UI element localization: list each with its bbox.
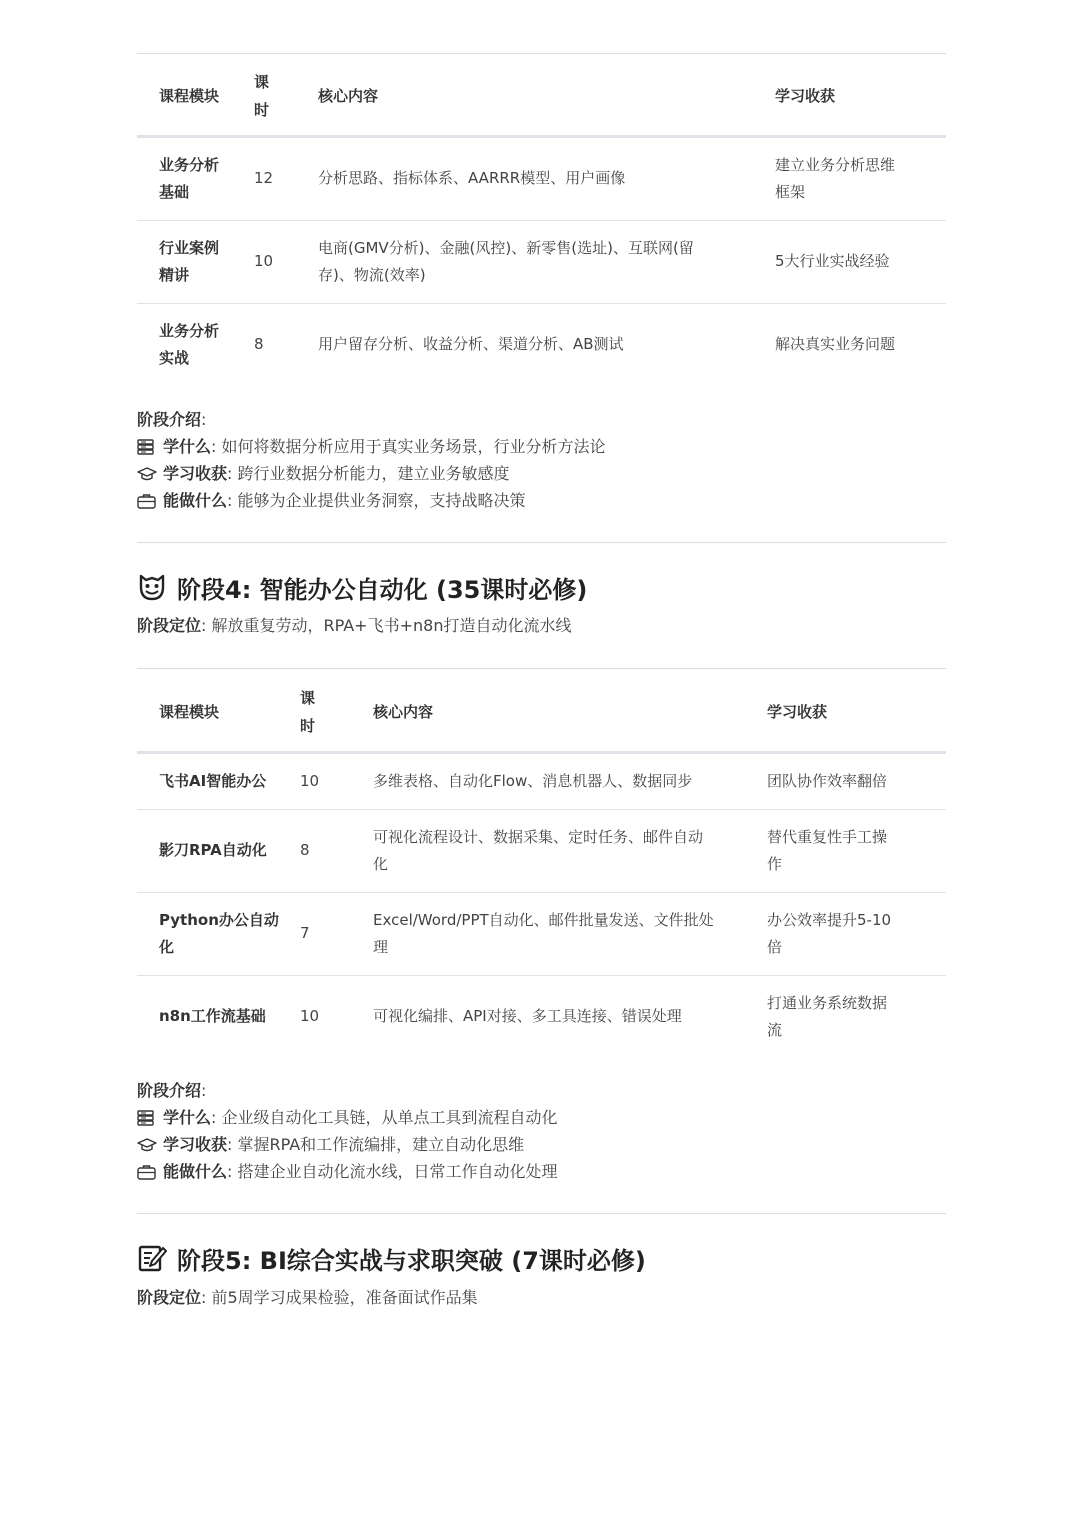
course-table-2	[137, 674, 946, 1058]
cell-gain: 替代重复性手工操 作	[767, 809, 946, 892]
graduation-cap-icon	[137, 465, 159, 483]
cell-module: 业务分析 基础	[137, 136, 254, 220]
header-content: 核心内容	[373, 674, 767, 752]
header-gain: 学习收获	[775, 58, 946, 136]
intro-gain: 学习收获 : 掌握RPA和工作流编排，建立自动化思维	[137, 1131, 558, 1158]
robot-face-icon	[137, 572, 171, 602]
intro-can: 能做什么 : 搭建企业自动化流水线，日常工作自动化处理	[137, 1158, 558, 1185]
cell-content: 多维表格、自动化Flow、消息机器人、数据同步	[373, 752, 767, 809]
divider	[137, 1213, 946, 1214]
stage-intro: 阶段介绍 : 学什么 : 企业级自动化工具链，从单点工具到流程自动化 学习收获 : 掌握RPA和工作流编排，建立自动化思维 能做什么 : 搭建企业自动化流水线，日常工作自动化处理	[137, 1077, 558, 1185]
cell-content: 电商(GMV分析)、金融(风控)、新零售(选址)、互联网(留 存)、物流(效率)	[318, 220, 775, 303]
course-table-1	[137, 58, 946, 386]
cell-gain: 5大行业实战经验	[775, 220, 946, 303]
cell-gain: 解决真实业务问题	[775, 335, 896, 354]
cell-gain: 团队协作效率翻倍	[767, 752, 946, 809]
header-gain: 学习收获	[767, 674, 946, 752]
table-row	[137, 975, 946, 1058]
table-header-row	[137, 58, 946, 136]
header-module: 课程模块	[137, 674, 300, 752]
cell-content: Excel/Word/PPT自动化、邮件批量发送、文件批处 理	[373, 892, 767, 975]
intro-gain: 学习收获 : 跨行业数据分析能力，建立业务敏感度	[137, 460, 606, 487]
cell-content: 用户留存分析、收益分析、渠道分析、AB测试	[318, 335, 624, 354]
divider	[137, 668, 946, 669]
divider	[137, 542, 946, 543]
cell-module: 业务分析 实战	[159, 321, 220, 367]
header-content: 核心内容	[318, 58, 775, 136]
table-row	[137, 892, 946, 975]
cell-hours: 7	[300, 892, 373, 975]
cell-content: 分析思路、指标体系、AARRR模型、用户画像	[318, 136, 775, 220]
cell-module: 影刀RPA自动化	[137, 809, 300, 892]
intro-heading: 阶段介绍	[137, 1081, 202, 1100]
books-icon	[137, 1109, 159, 1127]
cell-hours: 10	[254, 220, 318, 303]
table-row	[137, 752, 946, 809]
briefcase-icon	[137, 1163, 159, 1181]
cell-module: 飞书AI智能办公	[137, 752, 300, 809]
briefcase-icon	[137, 492, 159, 510]
stage-intro: 阶段介绍 : 学什么 : 如何将数据分析应用于真实业务场景，行业分析方法论 学习收获 : 跨行业数据分析能力，建立业务敏感度 能做什么 : 能够为企业提供业务洞察，支持战略决策	[137, 406, 606, 514]
intro-can: 能做什么 : 能够为企业提供业务洞察，支持战略决策	[137, 487, 606, 514]
cell-hours: 12	[254, 136, 318, 220]
intro-heading: 阶段介绍	[137, 410, 202, 429]
stage-4-position: 阶段定位: 解放重复劳动，RPA+飞书+n8n打造自动化流水线	[137, 616, 572, 635]
cell-gain: 办公效率提升5-10 倍	[767, 892, 946, 975]
header-hours: 课 时	[254, 58, 318, 136]
table-header-row	[137, 674, 946, 752]
header-hours: 课 时	[300, 674, 373, 752]
cell-hours: 10	[300, 1007, 320, 1026]
stage-4-title: 阶段4: 智能办公自动化 (35课时必修)	[137, 569, 587, 605]
stage-5-title: 阶段5: BI综合实战与求职突破 (7课时必修)	[137, 1240, 646, 1276]
cell-hours: 8	[254, 335, 264, 354]
cell-module: Python办公自动 化	[137, 892, 300, 975]
divider	[137, 53, 946, 54]
books-icon	[137, 438, 159, 456]
graduation-cap-icon	[137, 1136, 159, 1154]
header-module: 课程模块	[137, 58, 254, 136]
intro-what: 学什么 : 如何将数据分析应用于真实业务场景，行业分析方法论	[137, 433, 606, 460]
stage-5-position: 阶段定位: 前5周学习成果检验，准备面试作品集	[137, 1288, 478, 1307]
cell-hours: 10	[300, 752, 373, 809]
memo-icon	[137, 1243, 171, 1273]
cell-gain: 打通业务系统数据 流	[767, 993, 888, 1039]
cell-content: 可视化流程设计、数据采集、定时任务、邮件自动 化	[373, 809, 767, 892]
cell-hours: 8	[300, 809, 373, 892]
table-row	[137, 220, 946, 303]
cell-module: n8n工作流基础	[159, 1007, 266, 1026]
cell-content: 可视化编排、API对接、多工具连接、错误处理	[373, 1007, 682, 1026]
table-row	[137, 303, 946, 386]
cell-gain: 建立业务分析思维 框架	[775, 136, 946, 220]
table-row	[137, 136, 946, 220]
intro-what: 学什么 : 企业级自动化工具链，从单点工具到流程自动化	[137, 1104, 558, 1131]
cell-module: 行业案例 精讲	[137, 220, 254, 303]
table-row	[137, 809, 946, 892]
